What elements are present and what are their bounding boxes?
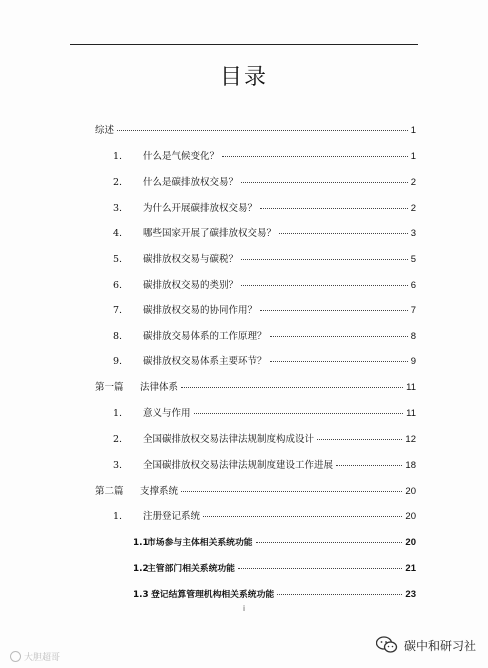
toc-entry-number: 1. bbox=[113, 408, 123, 419]
toc-entry-number: 6. bbox=[113, 280, 123, 291]
toc-entry bbox=[113, 434, 416, 446]
toc-entry-number: 1. bbox=[113, 151, 123, 162]
toc-entry bbox=[113, 177, 416, 189]
toc-entry-page: 20 bbox=[405, 486, 416, 497]
wechat-icon bbox=[376, 636, 398, 654]
toc-entry-number: 7. bbox=[113, 305, 123, 316]
toc-entry bbox=[113, 228, 416, 240]
toc-entry bbox=[113, 460, 416, 472]
toc-entry-title: 主管部门相关系统功能 bbox=[147, 564, 235, 574]
toc-entry bbox=[133, 537, 416, 549]
toc-entry-page: 11 bbox=[406, 408, 416, 419]
toc-leader-dots bbox=[117, 130, 408, 131]
toc-leader-dots bbox=[270, 361, 408, 362]
toc-entry-number: 5. bbox=[113, 254, 123, 265]
watermark-icon bbox=[10, 651, 21, 662]
toc-leader-dots bbox=[277, 594, 402, 595]
header-rule bbox=[70, 44, 418, 45]
toc-entry-page: 7 bbox=[410, 305, 416, 316]
toc-entry-number: 4. bbox=[113, 228, 123, 239]
toc-leader-dots bbox=[241, 285, 408, 286]
toc-entry-number: 1. bbox=[113, 511, 123, 522]
toc-entry-page: 18 bbox=[405, 460, 416, 471]
toc-leader-dots bbox=[238, 568, 402, 569]
toc-leader-dots bbox=[260, 208, 408, 209]
toc-entry bbox=[95, 382, 416, 394]
toc-leader-dots bbox=[256, 542, 403, 543]
toc-entry bbox=[113, 331, 416, 343]
toc-entry-page: 2 bbox=[410, 177, 416, 188]
toc-entry-title: 为什么开展碳排放权交易？ bbox=[143, 203, 258, 214]
toc-entry-page: 12 bbox=[405, 434, 416, 445]
toc-entry-title: 哪些国家开展了碳排放权交易？ bbox=[143, 228, 277, 239]
toc-leader-dots bbox=[181, 387, 403, 388]
toc-entry-number: 2. bbox=[113, 434, 123, 445]
toc-entry-title: 全国碳排放权交易法律法规制度建设工作进展 bbox=[143, 460, 334, 471]
toc-leader-dots bbox=[181, 491, 402, 492]
toc-entry bbox=[95, 486, 416, 498]
toc-entry-number: 3. bbox=[113, 460, 123, 471]
toc-entry-page: 1 bbox=[410, 151, 416, 162]
brand-name: 碳中和研习社 bbox=[403, 638, 476, 653]
toc-entry-title: 碳排放交易体系的工作原理？ bbox=[143, 331, 267, 342]
toc-entry-title: 什么是气候变化？ bbox=[143, 151, 220, 162]
toc-entry-title: 市场参与主体相关系统功能 bbox=[147, 538, 253, 548]
toc-entry-page: 8 bbox=[410, 331, 416, 342]
toc-entry-number: 3. bbox=[113, 203, 123, 214]
page-number: i bbox=[243, 604, 245, 613]
toc-entry bbox=[113, 280, 416, 292]
toc-entry bbox=[113, 254, 416, 266]
toc-entry bbox=[113, 151, 416, 163]
toc-entry-number: 1.2 bbox=[133, 564, 149, 574]
toc-entry-page: 9 bbox=[410, 356, 416, 367]
page-title: 目录 bbox=[219, 65, 268, 90]
watermark bbox=[10, 650, 60, 663]
toc-leader-dots bbox=[222, 156, 408, 157]
toc-leader-dots bbox=[317, 439, 402, 440]
toc-entry-page: 11 bbox=[406, 382, 416, 393]
toc-entry-title: 碳排放权交易的类别？ bbox=[143, 280, 239, 291]
toc-leader-dots bbox=[279, 233, 408, 234]
toc-entry-page: 23 bbox=[405, 589, 416, 600]
toc-leader-dots bbox=[241, 259, 408, 260]
toc-leader-dots bbox=[203, 516, 402, 517]
toc-entry-title: 什么是碳排放权交易？ bbox=[143, 177, 239, 188]
toc-entry bbox=[113, 203, 416, 215]
toc-entry-title: 碳排放权交易的协同作用？ bbox=[143, 305, 258, 316]
toc-entry-title: 全国碳排放权交易法律法规制度构成设计 bbox=[143, 434, 315, 445]
toc-entry bbox=[113, 511, 416, 523]
toc-leader-dots bbox=[270, 336, 408, 337]
toc-leader-dots bbox=[336, 465, 402, 466]
toc-leader-dots bbox=[194, 413, 404, 414]
brand-badge bbox=[376, 636, 476, 654]
toc-entry-page: 6 bbox=[410, 280, 416, 291]
toc-entry-page: 2 bbox=[410, 203, 416, 214]
toc-entry-number: 1.3 bbox=[133, 590, 149, 600]
toc-entry-title: 支撑系统 bbox=[140, 486, 179, 497]
toc-entry-page: 1 bbox=[410, 125, 416, 136]
toc-entry-number: 2. bbox=[113, 177, 123, 188]
toc-entry-page: 20 bbox=[405, 537, 416, 548]
toc-entry bbox=[133, 563, 416, 575]
toc-entry-page: 20 bbox=[405, 511, 416, 522]
toc-entry-page: 21 bbox=[405, 563, 416, 574]
toc-entry bbox=[133, 589, 416, 601]
toc-entry bbox=[113, 356, 416, 368]
watermark-text: 大胆超哥 bbox=[24, 653, 61, 663]
toc-entry-title: 登记结算管理机构相关系统功能 bbox=[151, 590, 275, 600]
toc-entry bbox=[95, 125, 416, 137]
toc-entry bbox=[113, 305, 416, 317]
toc-entry-title: 注册登记系统 bbox=[143, 511, 201, 522]
toc-entry-title: 碳排放权交易体系主要环节？ bbox=[143, 356, 267, 367]
toc-entry-number: 第一篇 bbox=[95, 382, 124, 393]
toc-entry-number: 第二篇 bbox=[95, 486, 124, 497]
toc-entry-page: 5 bbox=[410, 254, 416, 265]
toc-entry-title: 法律体系 bbox=[140, 382, 179, 393]
toc-entry bbox=[113, 408, 416, 420]
toc-leader-dots bbox=[260, 310, 408, 311]
toc-entry-title: 碳排放权交易与碳税？ bbox=[143, 254, 239, 265]
toc-entry-page: 3 bbox=[410, 228, 416, 239]
toc-entry-number: 8. bbox=[113, 331, 123, 342]
toc-entry-title: 综述 bbox=[95, 125, 115, 136]
toc-entry-title: 意义与作用 bbox=[143, 408, 191, 419]
toc-entry-number: 1.1 bbox=[133, 538, 149, 548]
toc-entry-number: 9. bbox=[113, 356, 123, 367]
toc-leader-dots bbox=[241, 182, 408, 183]
